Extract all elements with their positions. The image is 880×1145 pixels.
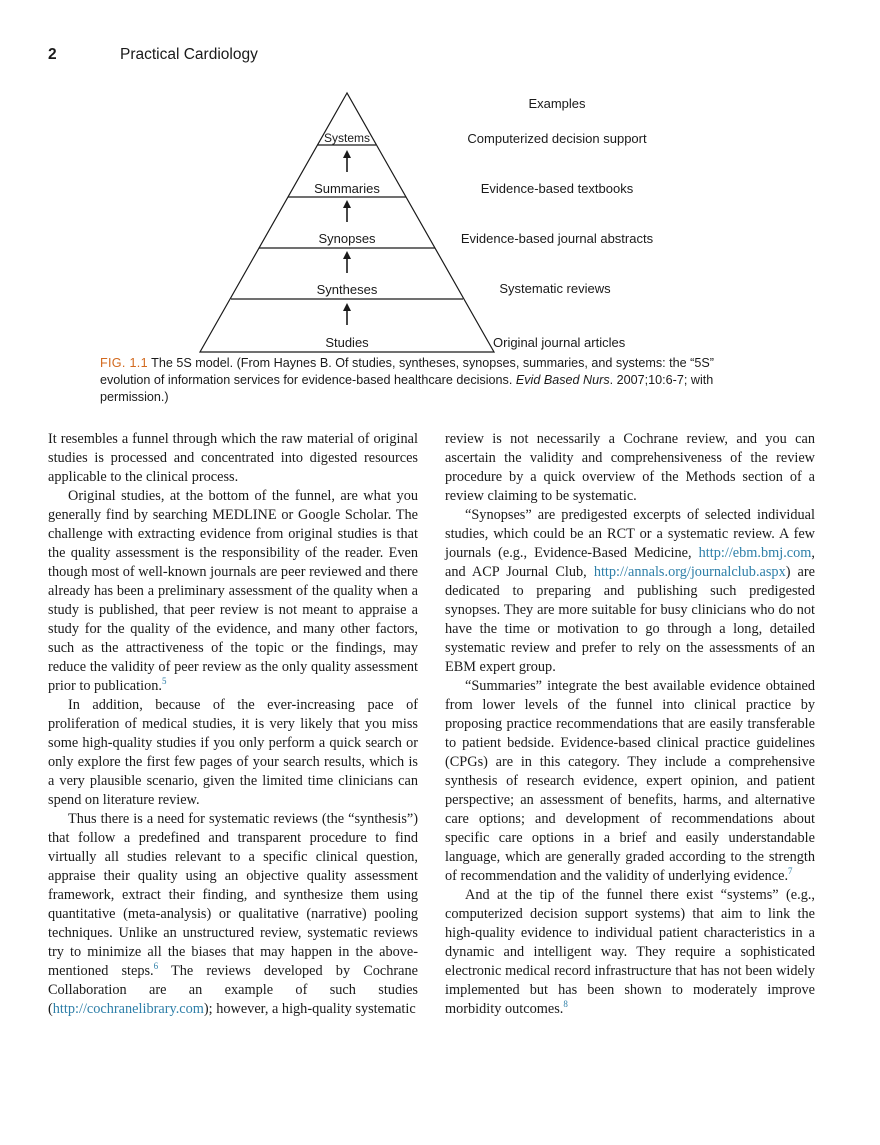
paragraph-text: “Summaries” integrate the best available evidence obtained from lower levels of the funnel into clinical practice by proposing practice recommendations that are easily transferable to patient bedside. Evidence-based clinical practice guidelines (CPGs) are in this category. They include a comprehensive synthesis of research evidence, expert opinion, and patient perspective; an assessment of benefits, harms, and alternative care options; and development of recommendations about specific care options in a brief and easily understandable language, which are generally graded according to the strength of recommendation and the validity of underlying evidence. [445, 678, 815, 884]
figure-label: FIG. 1.1 [100, 356, 148, 370]
paragraph-text: Original studies, at the bottom of the funnel, are what you generally find by searching MEDLINE or Google Scholar. The challenge with extracting evidence from original studies is that the quality assessment is the responsibility of the reader. Even though most of well-known journals are peer reviewed and there already has been a preliminary assessment of the quality when a study is published, that peer review is not meant to appraise a study for the quality of the evidence, and many other factors, such as the attractiveness of the topic or the findings, may reduce the validity of peer review as the only quality assessment prior to publication. [48, 488, 418, 694]
example-synopses: Evidence-based journal abstracts [460, 231, 654, 246]
page-number: 2 [48, 46, 57, 63]
paragraph-text: Thus there is a need for systematic reviews (the “synthesis”) that follow a predefined and transparent procedure to find virtually all studies relevant to a specific clinical question, appraise their quality using an objective quality assessment framework, extract their finding, and synthesize them using quantitative (meta-analysis) or qualitative (narrative) pooling techniques. Unlike an unstructured review, systematic reviews try to minimize all the biases that may happen in the above-mentioned steps. [48, 811, 418, 979]
figure-caption [100, 355, 750, 406]
level-label-syntheses: Syntheses [316, 282, 378, 297]
paragraph-text: ); however, a high-quality systematic [203, 1001, 416, 1017]
paragraph-text: It resembles a funnel through which the raw material of original studies is processed and concentrated into digested resources applicable to the clinical process. [48, 431, 418, 485]
paragraph [445, 430, 815, 506]
ebm-bmj-link[interactable]: http://ebm.bmj.com [698, 545, 812, 561]
example-summaries: Evidence-based textbooks [480, 181, 634, 196]
paragraph-text: “Synopses” are predigested excerpts of selected individual studies, which could be an RCT or a systematic review. A few journals (e.g., Evidence-Based Medicine, [445, 507, 815, 561]
paragraph [445, 677, 815, 886]
cochrane-library-link[interactable]: http://cochranelibrary.com [52, 1001, 204, 1017]
example-studies: Original journal articles [493, 335, 626, 350]
paragraph-text: And at the tip of the funnel there exist “systems” (e.g., computerized decision support systems) that aim to link the high-quality evidence to individual patient characteristics in a dynamic and intelligent way. They require a sophisticated electronic medical record infrastructure that has not been widely implemented but has been shown to moderately improve morbidity outcomes. [445, 887, 815, 1017]
reference-marker[interactable]: 5 [161, 676, 167, 687]
level-label-systems: Systems [323, 131, 371, 145]
paragraph [48, 430, 418, 487]
reference-marker[interactable]: 7 [788, 866, 793, 877]
caption-journal: Evid Based Nurs [515, 373, 610, 387]
left-column [48, 430, 418, 1019]
example-syntheses: Systematic reviews [499, 281, 611, 296]
reference-marker[interactable]: 8 [563, 999, 568, 1010]
reference-marker[interactable]: 6 [153, 961, 159, 972]
examples-title: Examples [528, 96, 586, 111]
example-systems: Computerized decision support [467, 131, 647, 146]
level-label-summaries: Summaries [314, 181, 380, 196]
paragraph-text: , and ACP Journal Club, [445, 545, 815, 580]
caption-text: The 5S model. (From Haynes B. Of studies, syntheses, synopses, summaries, and systems: the “5S” evolution of information services for evidence-based healthcare decisions. [100, 356, 714, 387]
level-label-studies: Studies [325, 335, 369, 350]
paragraph [48, 810, 418, 1019]
paragraph [48, 696, 418, 810]
running-title: Practical Cardiology [120, 46, 258, 63]
paragraph [48, 487, 418, 696]
paragraph [445, 886, 815, 1019]
right-column [445, 430, 815, 1019]
caption-text-end: . 2007;10:6-7; with permission.) [100, 373, 714, 404]
paragraph-text: The reviews developed by Cochrane Collaboration are an example of such studies ( [48, 963, 418, 1017]
level-label-synopses: Synopses [318, 231, 376, 246]
5s-model-figure [0, 80, 880, 355]
paragraph-text: ) are dedicated to preparing and publishing such predigested synopses. They are more suitable for busy clinicians who do not have the time or motivation to go through a long, detailed systematic review and prefer to rely on the assessments of an EBM expert group. [445, 564, 815, 675]
paragraph-text: In addition, because of the ever-increasing pace of proliferation of medical studies, it is very likely that you miss some high-quality studies if you only perform a quick search or only explore the first few pages of your search results, which is a very plausible scenario, given the limited time clinicians can spend on literature review. [48, 697, 418, 808]
acp-journal-club-link[interactable]: http://annals.org/journalclub.aspx [593, 564, 786, 580]
paragraph [445, 506, 815, 677]
paragraph-text: review is not necessarily a Cochrane review, and you can ascertain the validity and comprehensiveness of the review procedure by a quick overview of the Methods section of a review claiming to be systematic. [445, 431, 815, 504]
page-header [48, 46, 448, 68]
